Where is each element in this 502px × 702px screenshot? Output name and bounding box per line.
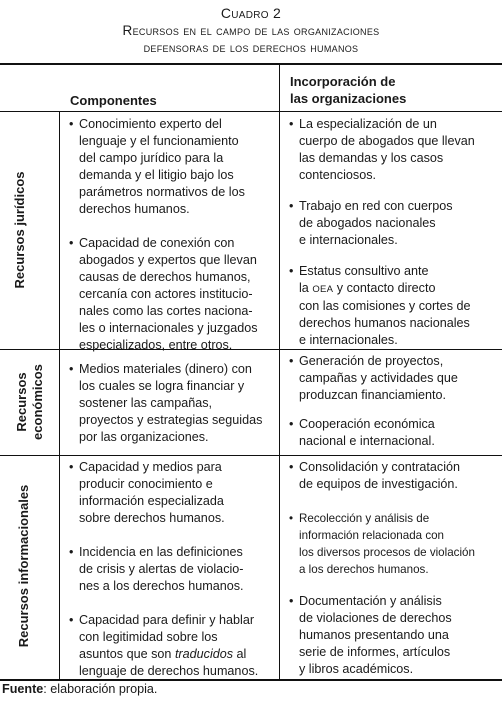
text-line: proyectos y estrategias seguidas <box>79 413 263 427</box>
text-line: e internacionales. <box>299 333 398 347</box>
list-item <box>288 263 500 349</box>
text-line: lenguaje de derechos humanos. <box>79 664 259 678</box>
text-line: de crisis y alertas de violacio- <box>79 562 244 576</box>
bullet: • <box>289 460 294 474</box>
bullet: • <box>289 354 294 368</box>
text-line: de abogados nacionales <box>299 216 436 230</box>
source-text: : elaboración propia. <box>43 682 158 696</box>
list-item <box>288 416 500 450</box>
text-line: especializados, entre otros. <box>79 338 233 352</box>
text-line: La especialización de un <box>299 117 437 131</box>
row-label-economicos <box>14 362 46 442</box>
bullet: • <box>69 460 74 474</box>
top-rule <box>0 63 502 65</box>
text-line: Medios materiales (dinero) con <box>79 362 252 376</box>
bullet: • <box>69 236 74 250</box>
bullet: • <box>69 613 74 627</box>
abbreviation-oea: OEA <box>312 284 334 295</box>
text-line: información especializada <box>79 494 224 508</box>
vertical-divider-middle <box>279 64 280 679</box>
table-number: Cuadro 2 <box>220 5 282 21</box>
bullet: • <box>289 594 294 608</box>
row-label-economicos-line-2: económicos <box>30 364 45 440</box>
text-line: Capacidad para definir y hablar <box>79 613 255 627</box>
text-line: las demandas y los casos <box>299 151 444 165</box>
text-line: de equipos de investigación. <box>299 477 458 491</box>
list-item <box>68 544 276 595</box>
text-line: lenguaje y el funcionamiento <box>79 134 239 148</box>
text-line: abogados y expertos que llevan <box>79 253 257 267</box>
table-caption-line-2: defensoras de los derechos humanos <box>143 40 359 55</box>
bullet: • <box>289 512 294 525</box>
list-item <box>288 353 500 404</box>
text-line: Documentación y análisis <box>299 594 442 608</box>
text-line: Trabajo en red con cuerpos <box>299 199 453 213</box>
list-item <box>68 612 276 680</box>
column-header-incorporation <box>290 73 406 107</box>
source-note <box>2 682 157 696</box>
text-line: campañas y actividades que <box>299 371 458 385</box>
text-line: sobre derechos humanos. <box>79 511 225 525</box>
list-item <box>288 510 500 578</box>
column-header-components: Componentes <box>70 93 157 108</box>
economicos-incorporation-cell <box>288 353 500 450</box>
text-line: cuerpo de abogados que llevan <box>299 134 475 148</box>
text-line: asuntos que son traducidos al <box>79 647 247 661</box>
text-line: produzcan financiamiento. <box>299 388 447 402</box>
informacionales-components-cell <box>68 459 276 680</box>
informacionales-incorporation-cell <box>288 459 500 678</box>
text-line: de violaciones de derechos <box>299 611 452 625</box>
text-line: Recolección y análisis de <box>299 512 430 525</box>
list-item <box>68 116 276 218</box>
text-line: nales como las cortes naciona- <box>79 304 253 318</box>
bullet: • <box>289 264 294 278</box>
list-item <box>68 361 276 446</box>
text-line: los cuales se logra financiar y <box>79 379 245 393</box>
text-line: Estatus consultivo ante <box>299 264 429 278</box>
text-line: con las comisiones y cortes de <box>299 299 471 313</box>
juridicos-components-cell <box>68 116 276 354</box>
row-divider-2 <box>0 455 502 456</box>
text-line-oea: la OEA y contacto directo <box>299 281 436 295</box>
text-line: Conocimiento experto del <box>79 117 222 131</box>
column-header-incorporation-line-1: Incorporación de <box>290 74 396 89</box>
text-line: Cooperación económica <box>299 417 435 431</box>
row-label-informacionales: Recursos informacionales <box>16 484 31 648</box>
text-line: Capacidad de conexión con <box>79 236 235 250</box>
text-line: producir conocimiento e <box>79 477 213 491</box>
bullet: • <box>69 362 74 376</box>
text-line: demanda y el litigio bajo los <box>79 168 234 182</box>
text-line: por las organizaciones. <box>79 430 209 444</box>
text-line: Incidencia en las definiciones <box>79 545 243 559</box>
table-caption-line-1: Recursos en el campo de las organizaciones <box>122 23 380 38</box>
text-line: del campo jurídico para la <box>79 151 224 165</box>
list-item <box>68 459 276 527</box>
text-line: derechos humanos nacionales <box>299 316 470 330</box>
vertical-divider-left <box>59 112 60 679</box>
text-line: a los derechos humanos. <box>299 563 429 576</box>
source-label: Fuente <box>2 682 44 696</box>
emphasized-word: traducidos <box>174 647 234 661</box>
bullet: • <box>289 117 294 131</box>
text-line: derechos humanos. <box>79 202 190 216</box>
list-item <box>68 235 276 354</box>
text-line <box>299 280 500 298</box>
text-line: Consolidación y contratación <box>299 460 461 474</box>
text-line: Generación de proyectos, <box>299 354 444 368</box>
economicos-components-cell <box>68 361 276 446</box>
text-line: sostener las campañas, <box>79 396 213 410</box>
list-item <box>288 593 500 678</box>
text-line: serie de informes, artículos <box>299 645 451 659</box>
text-line: información relacionada con <box>299 529 445 542</box>
row-label-juridicos: Recursos jurídicos <box>12 171 27 289</box>
text-line: les o internacionales y juzgados <box>79 321 258 335</box>
text-line: nes a los derechos humanos. <box>79 579 244 593</box>
bullet: • <box>69 545 74 559</box>
list-item <box>288 116 500 184</box>
text-line: nacional e internacional. <box>299 434 435 448</box>
text-line: y libros académicos. <box>299 662 414 676</box>
bullet: • <box>69 117 74 131</box>
row-label-economicos-line-1: Recursos <box>14 372 29 432</box>
text-line: causas de derechos humanos, <box>79 270 251 284</box>
text-line: los diversos procesos de violación <box>299 546 475 559</box>
text-line: Capacidad y medios para <box>79 460 222 474</box>
list-item <box>288 198 500 249</box>
bullet: • <box>289 417 294 431</box>
text-line: humanos presentando una <box>299 628 449 642</box>
bullet: • <box>289 199 294 213</box>
text-line: cercanía con actores institucio- <box>79 287 253 301</box>
text-line: contenciosos. <box>299 168 377 182</box>
list-item <box>288 459 500 493</box>
text-line: con legitimidad sobre los <box>79 630 218 644</box>
text-line: e internacionales. <box>299 233 398 247</box>
column-header-incorporation-line-2: las organizaciones <box>290 91 407 106</box>
juridicos-incorporation-cell <box>288 116 500 349</box>
text-line: parámetros normativos de los <box>79 185 245 199</box>
header-rule <box>0 111 502 112</box>
